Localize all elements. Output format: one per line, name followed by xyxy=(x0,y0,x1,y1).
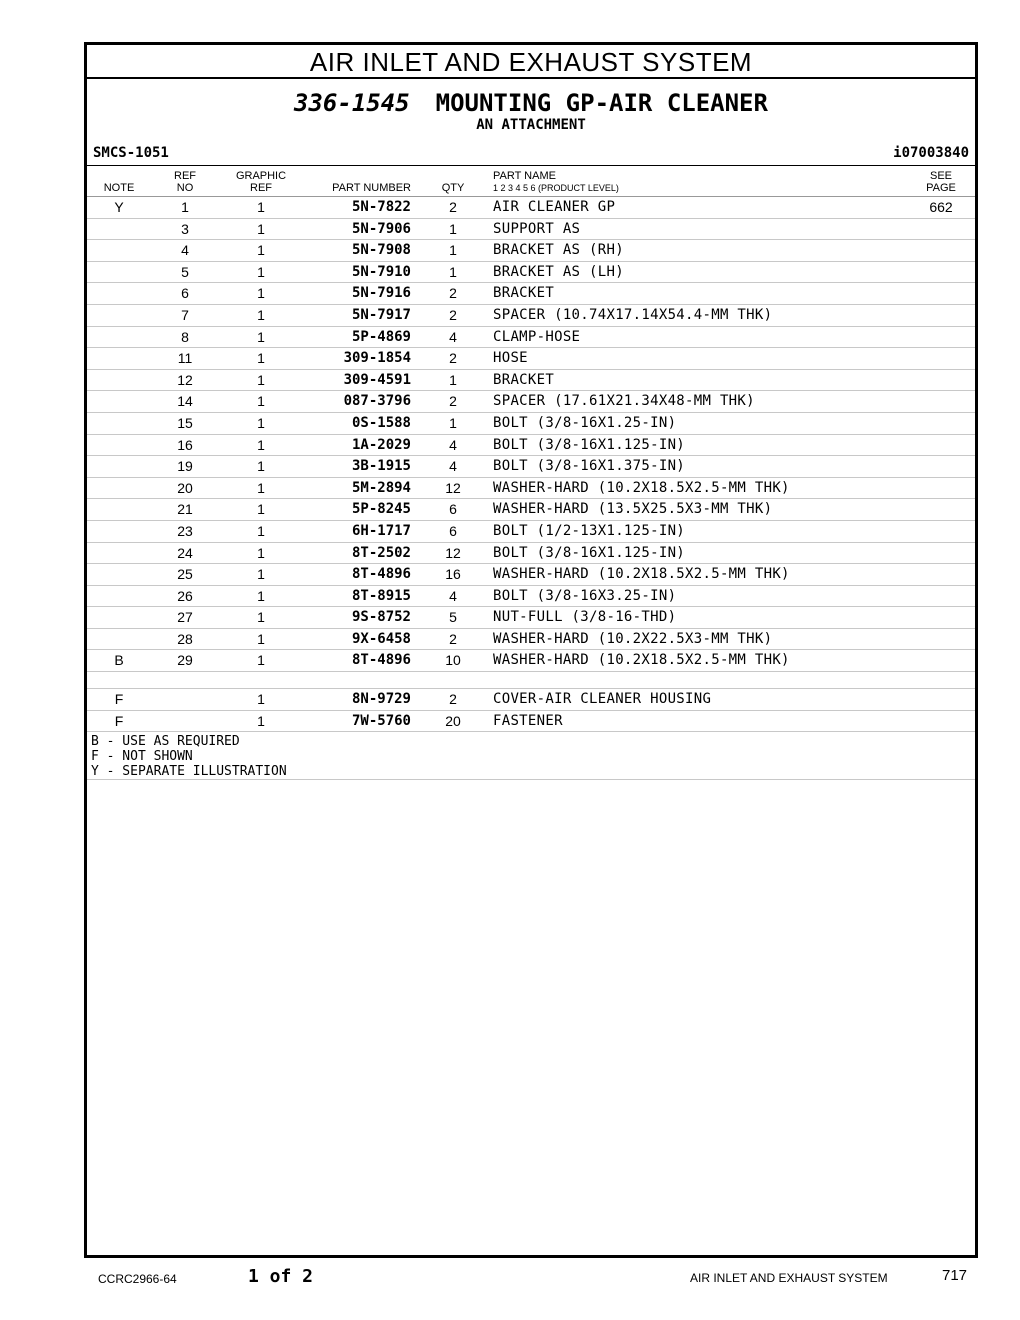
part-name-cell: CLAMP-HOSE xyxy=(493,328,581,345)
table-row xyxy=(87,219,975,241)
ref-no-cell: 28 xyxy=(177,630,193,647)
part-name-cell: WASHER-HARD (13.5X25.5X3-MM THK) xyxy=(493,501,773,518)
ref-no-cell: 19 xyxy=(177,458,193,475)
part-number-cell: 1A-2029 xyxy=(351,436,411,453)
part-name-cell: AIR CLEANER GP xyxy=(493,199,616,215)
qty-cell: 2 xyxy=(449,285,457,302)
graphic-ref-cell: 1 xyxy=(257,479,265,496)
table-row xyxy=(87,689,975,711)
part-number-cell: 3B-1915 xyxy=(351,458,411,475)
qty-cell: 2 xyxy=(449,350,457,367)
ref-no-cell: 24 xyxy=(177,544,193,561)
qty-cell: 12 xyxy=(445,479,461,496)
part-name-cell: BRACKET xyxy=(493,371,555,388)
qty-cell: 6 xyxy=(449,501,457,518)
part-number-cell: 5N-7908 xyxy=(351,242,411,259)
qty-cell: 4 xyxy=(449,328,457,345)
column-header xyxy=(87,166,975,197)
part-name-cell: BOLT (3/8-16X1.125-IN) xyxy=(493,544,686,561)
table-row xyxy=(87,435,975,457)
ref-no-cell: 27 xyxy=(177,609,193,626)
note-cell: F xyxy=(114,691,124,708)
ref-no-cell: 23 xyxy=(177,522,193,539)
col-part-number: PART NUMBER xyxy=(332,182,411,194)
note-cell: F xyxy=(114,712,124,729)
col-ref-no: REF NO xyxy=(174,170,196,194)
part-number-cell: 8T-2502 xyxy=(351,544,411,561)
ref-no-cell: 14 xyxy=(177,393,193,410)
part-number-cell: 9X-6458 xyxy=(351,630,411,647)
part-number-cell: 6H-1717 xyxy=(351,522,411,539)
ref-no-cell: 12 xyxy=(177,371,193,388)
part-number-cell: 5N-7910 xyxy=(351,263,411,280)
part-name-cell: BOLT (3/8-16X1.125-IN) xyxy=(493,436,686,453)
col-part-name: PART NAME xyxy=(493,170,556,182)
table-row xyxy=(87,391,975,413)
group-header xyxy=(87,89,975,133)
graphic-ref-cell: 1 xyxy=(257,458,265,475)
col-see-page: SEE PAGE xyxy=(926,170,956,194)
qty-cell: 20 xyxy=(445,712,461,729)
table-row xyxy=(87,629,975,651)
qty-cell: 1 xyxy=(449,242,457,259)
footer-code: CCRC2966-64 xyxy=(98,1272,177,1286)
table-row xyxy=(87,197,975,219)
col-qty: QTY xyxy=(441,182,465,194)
table-row xyxy=(87,711,975,733)
footer-section: AIR INLET AND EXHAUST SYSTEM xyxy=(690,1271,888,1285)
graphic-ref-cell: 1 xyxy=(257,220,265,237)
graphic-ref-cell: 1 xyxy=(257,199,265,215)
qty-cell: 4 xyxy=(449,458,457,475)
table-row xyxy=(87,305,975,327)
part-name-cell: SPACER (10.74X17.14X54.4-MM THK) xyxy=(493,306,773,323)
ref-no-cell: 7 xyxy=(181,306,189,323)
part-name-cell: BOLT (3/8-16X3.25-IN) xyxy=(493,587,677,604)
graphic-ref-cell: 1 xyxy=(257,587,265,604)
graphic-ref-cell: 1 xyxy=(257,414,265,431)
footer-page-count: 1 of 2 xyxy=(248,1266,314,1287)
ref-no-cell: 21 xyxy=(177,501,193,518)
qty-cell: 2 xyxy=(449,630,457,647)
graphic-ref-cell: 1 xyxy=(257,522,265,539)
table-row xyxy=(87,650,975,672)
table-row xyxy=(87,283,975,305)
table-row xyxy=(87,607,975,629)
table-row xyxy=(87,521,975,543)
table-row xyxy=(87,586,975,608)
ref-no-cell: 8 xyxy=(181,328,189,345)
qty-cell: 12 xyxy=(445,544,461,561)
table-row xyxy=(87,262,975,284)
parts-table xyxy=(87,197,975,732)
table-row xyxy=(87,543,975,565)
qty-cell: 2 xyxy=(449,306,457,323)
part-name-cell: BRACKET AS (LH) xyxy=(493,263,624,280)
note-cell: B xyxy=(114,652,124,669)
ref-no-cell: 29 xyxy=(177,652,193,669)
part-number-cell: 8T-4896 xyxy=(351,652,411,669)
qty-cell: 2 xyxy=(449,691,457,708)
part-name-cell: SUPPORT AS xyxy=(493,220,581,237)
part-number-cell: 5N-7822 xyxy=(351,199,411,215)
part-name-cell: COVER-AIR CLEANER HOUSING xyxy=(493,691,712,708)
qty-cell: 1 xyxy=(449,371,457,388)
qty-cell: 2 xyxy=(449,199,457,215)
part-number-cell: 087-3796 xyxy=(343,393,411,410)
ref-no-cell: 3 xyxy=(181,220,189,237)
part-number-cell: 5P-4869 xyxy=(351,328,411,345)
part-number-cell: 5M-2894 xyxy=(351,479,411,496)
legend-item: F - NOT SHOWN xyxy=(91,749,193,765)
meta-line xyxy=(87,143,975,166)
part-number-cell: 309-1854 xyxy=(343,350,411,367)
part-name-cell: BRACKET AS (RH) xyxy=(493,242,624,259)
part-name-cell: BOLT (3/8-16X1.25-IN) xyxy=(493,414,677,431)
graphic-ref-cell: 1 xyxy=(257,393,265,410)
part-name-cell: WASHER-HARD (10.2X22.5X3-MM THK) xyxy=(493,630,773,647)
qty-cell: 10 xyxy=(445,652,461,669)
graphic-ref-cell: 1 xyxy=(257,652,265,669)
qty-cell: 1 xyxy=(449,220,457,237)
ref-no-cell: 6 xyxy=(181,285,189,302)
ref-no-cell: 1 xyxy=(181,199,189,215)
qty-cell: 4 xyxy=(449,587,457,604)
qty-cell: 2 xyxy=(449,393,457,410)
graphic-ref-cell: 1 xyxy=(257,630,265,647)
graphic-ref-cell: 1 xyxy=(257,328,265,345)
ref-no-cell: 4 xyxy=(181,242,189,259)
document-identifier: i07003840 xyxy=(893,145,969,161)
table-row xyxy=(87,370,975,392)
part-number-cell: 309-4591 xyxy=(343,371,411,388)
graphic-ref-cell: 1 xyxy=(257,609,265,626)
part-number-cell: 8N-9729 xyxy=(351,691,411,708)
part-number-cell: 5N-7917 xyxy=(351,306,411,323)
spacer-row xyxy=(87,672,975,689)
see-page-cell: 662 xyxy=(929,199,953,215)
col-product-level: 1 2 3 4 5 6 (PRODUCT LEVEL) xyxy=(493,183,619,193)
part-name-cell: FASTENER xyxy=(493,712,563,729)
section-title: AIR INLET AND EXHAUST SYSTEM xyxy=(87,45,975,79)
part-number-cell: 8T-8915 xyxy=(351,587,411,604)
part-number-cell: 7W-5760 xyxy=(351,712,411,729)
graphic-ref-cell: 1 xyxy=(257,371,265,388)
table-row xyxy=(87,478,975,500)
part-name-cell: BRACKET xyxy=(493,285,555,302)
table-row xyxy=(87,499,975,521)
col-graphic-ref: GRAPHIC REF xyxy=(235,170,287,194)
table-row xyxy=(87,327,975,349)
part-number-cell: 0S-1588 xyxy=(351,414,411,431)
qty-cell: 1 xyxy=(449,414,457,431)
table-row xyxy=(87,348,975,370)
table-row xyxy=(87,456,975,478)
group-name: MOUNTING GP-AIR CLEANER xyxy=(435,89,768,117)
group-subtitle: AN ATTACHMENT xyxy=(476,117,586,133)
part-number-cell: 5P-8245 xyxy=(351,501,411,518)
legend-item: B - USE AS REQUIRED xyxy=(91,734,240,750)
graphic-ref-cell: 1 xyxy=(257,306,265,323)
table-row xyxy=(87,240,975,262)
ref-no-cell: 25 xyxy=(177,566,193,583)
note-cell: Y xyxy=(114,199,124,215)
ref-no-cell: 16 xyxy=(177,436,193,453)
graphic-ref-cell: 1 xyxy=(257,544,265,561)
part-number-cell: 5N-7906 xyxy=(351,220,411,237)
group-number: 336-1545 xyxy=(294,89,410,117)
graphic-ref-cell: 1 xyxy=(257,566,265,583)
part-number-cell: 8T-4896 xyxy=(351,566,411,583)
qty-cell: 5 xyxy=(449,609,457,626)
qty-cell: 4 xyxy=(449,436,457,453)
graphic-ref-cell: 1 xyxy=(257,712,265,729)
qty-cell: 6 xyxy=(449,522,457,539)
graphic-ref-cell: 1 xyxy=(257,436,265,453)
smcs-code: SMCS-1051 xyxy=(93,145,169,161)
ref-no-cell: 5 xyxy=(181,263,189,280)
legend-notes xyxy=(87,732,975,780)
graphic-ref-cell: 1 xyxy=(257,691,265,708)
legend-item: Y - SEPARATE ILLUSTRATION xyxy=(91,764,287,780)
footer-page-number: 717 xyxy=(942,1267,968,1284)
graphic-ref-cell: 1 xyxy=(257,263,265,280)
part-name-cell: BOLT (1/2-13X1.125-IN) xyxy=(493,522,686,539)
graphic-ref-cell: 1 xyxy=(257,285,265,302)
ref-no-cell: 11 xyxy=(177,350,193,367)
table-row xyxy=(87,413,975,435)
page-footer xyxy=(0,1262,1020,1292)
page-frame xyxy=(84,42,978,1258)
part-name-cell: WASHER-HARD (10.2X18.5X2.5-MM THK) xyxy=(493,566,790,583)
part-number-cell: 9S-8752 xyxy=(351,609,411,626)
part-name-cell: BOLT (3/8-16X1.375-IN) xyxy=(493,458,686,475)
qty-cell: 1 xyxy=(449,263,457,280)
part-name-cell: WASHER-HARD (10.2X18.5X2.5-MM THK) xyxy=(493,652,790,669)
qty-cell: 16 xyxy=(445,566,461,583)
ref-no-cell: 20 xyxy=(177,479,193,496)
ref-no-cell: 15 xyxy=(177,414,193,431)
part-name-cell: NUT-FULL (3/8-16-THD) xyxy=(493,609,677,626)
part-number-cell: 5N-7916 xyxy=(351,285,411,302)
table-row xyxy=(87,564,975,586)
graphic-ref-cell: 1 xyxy=(257,350,265,367)
part-name-cell: WASHER-HARD (10.2X18.5X2.5-MM THK) xyxy=(493,479,790,496)
graphic-ref-cell: 1 xyxy=(257,242,265,259)
part-name-cell: HOSE xyxy=(493,350,528,367)
graphic-ref-cell: 1 xyxy=(257,501,265,518)
part-name-cell: SPACER (17.61X21.34X48-MM THK) xyxy=(493,393,755,410)
col-note: NOTE xyxy=(103,182,135,194)
ref-no-cell: 26 xyxy=(177,587,193,604)
